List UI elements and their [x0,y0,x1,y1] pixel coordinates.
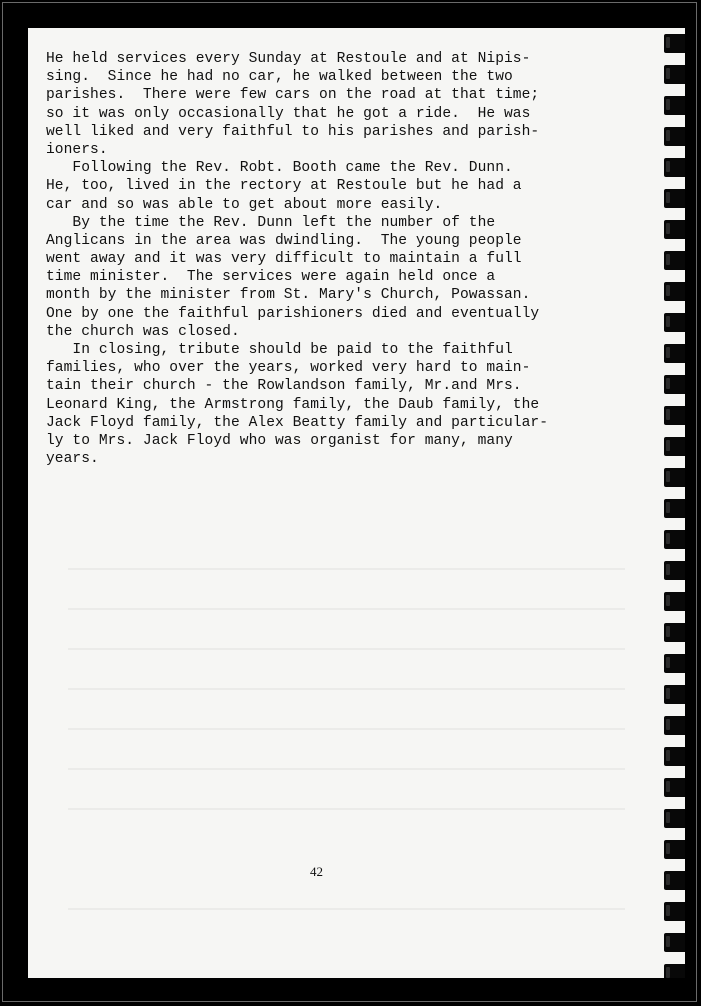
text-line: time minister. The services were again held once a [46,269,496,286]
text-line: Jack Floyd family, the Alex Beatty family and particular- [46,414,549,431]
binding-ring [664,220,685,239]
show-through-line [68,728,625,730]
text-line: ioners. [46,141,108,158]
document-page [28,28,685,978]
text-line: Anglicans in the area was dwindling. The young people [46,232,522,249]
body-text [46,50,606,468]
show-through-line [68,568,625,570]
binding-ring [664,344,685,363]
show-through-line [68,608,625,610]
text-line: In closing, tribute should be paid to the faithful [46,342,513,358]
binding-ring [664,840,685,859]
binding-ring [664,158,685,177]
text-line: tain their church - the Rowlandson family, Mr.and Mrs. [46,378,522,395]
show-through-line [68,908,625,910]
text-line: parishes. There were few cars on the road at that time; [46,87,540,104]
binding-ring [664,406,685,425]
binding-ring [664,34,685,53]
binding-ring [664,530,685,549]
binding-ring [664,189,685,208]
text-line: One by one the faithful parishioners died and eventually [46,305,540,322]
show-through-line [68,768,625,770]
binding-ring [664,96,685,115]
binding-ring [664,685,685,704]
show-through-line [68,648,625,650]
binding-ring [664,778,685,797]
binding-ring [664,499,685,518]
binding-ring [664,716,685,735]
binding-ring [664,964,685,978]
binding-ring [664,654,685,673]
text-line: Following the Rev. Robt. Booth came the Rev. Dunn. [46,160,513,177]
binding-ring [664,65,685,84]
text-line: went away and it was very difficult to maintain a full [46,251,522,268]
binding-ring [664,468,685,487]
binding-ring [664,809,685,828]
text-line: well liked and very faithful to his parishes and parish- [46,123,540,140]
text-line: sing. Since he had no car, he walked between the two [46,69,513,86]
binding-ring [664,871,685,890]
text-line: so it was only occasionally that he got a ride. He was [46,105,531,122]
binding-ring [664,747,685,766]
show-through-line [68,808,625,810]
binding-ring [664,902,685,921]
binding-ring [664,437,685,456]
binding-ring [664,375,685,394]
binding-ring [664,251,685,270]
text-line: years. [46,451,99,468]
text-line: car and so was able to get about more easily. [46,196,443,213]
text-line: the church was closed. [46,323,240,340]
binding-ring [664,282,685,301]
page-number: 42 [310,864,323,879]
binding-ring [664,592,685,611]
text-line: He held services every Sunday at Restoule and at Nipis- [46,51,531,67]
text-line: Leonard King, the Armstrong family, the Daub family, the [46,396,540,413]
binding-ring [664,561,685,580]
binding-ring [664,127,685,146]
binding-ring [664,313,685,332]
text-line: families, who over the years, worked very hard to main- [46,360,531,377]
spiral-binding [664,28,685,978]
show-through-line [68,688,625,690]
text-line: By the time the Rev. Dunn left the number of the [46,214,496,231]
binding-ring [664,623,685,642]
text-line: month by the minister from St. Mary's Church, Powassan. [46,287,531,304]
binding-ring [664,933,685,952]
text-line: He, too, lived in the rectory at Restoule but he had a [46,178,522,195]
text-line: ly to Mrs. Jack Floyd who was organist for many, many [46,432,513,449]
